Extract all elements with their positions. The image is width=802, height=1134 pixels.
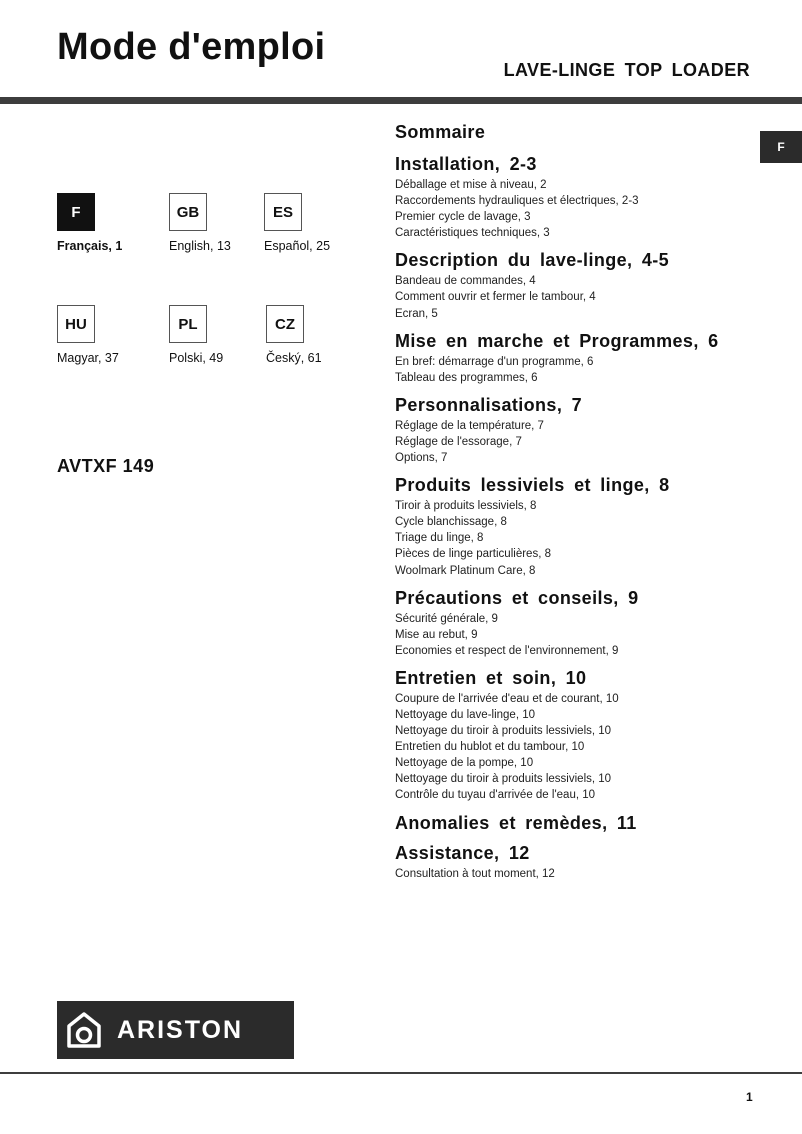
toc-item[interactable]: Raccordements hydrauliques et électriques, 2-3 bbox=[395, 195, 639, 208]
toc-item[interactable]: Coupure de l'arrivée d'eau et de courant, 10 bbox=[395, 692, 619, 705]
toc-section bbox=[395, 331, 775, 386]
footer-divider bbox=[0, 1072, 802, 1074]
toc-item[interactable]: Réglage de la température, 7 bbox=[395, 419, 544, 432]
toc-item[interactable]: Mise au rebut, 9 bbox=[395, 628, 478, 641]
toc-item[interactable]: Déballage et mise à niveau, 2 bbox=[395, 179, 547, 191]
toc-item[interactable]: Triage du linge, 8 bbox=[395, 532, 484, 545]
toc-section-title[interactable]: Entretien et soin, 10 bbox=[395, 667, 587, 688]
toc-item[interactable]: Economies et respect de l'environnement, 9 bbox=[395, 644, 619, 657]
toc-item[interactable]: Woolmark Platinum Care, 8 bbox=[395, 564, 536, 577]
header-divider bbox=[0, 97, 802, 104]
language-code-box: F bbox=[57, 193, 95, 231]
toc-item-list bbox=[395, 498, 775, 578]
toc-section-title[interactable]: Anomalies et remèdes, 11 bbox=[395, 812, 637, 833]
toc-section bbox=[395, 250, 775, 321]
language-label: Magyar, 37 bbox=[57, 351, 119, 365]
toc-item[interactable]: Ecran, 5 bbox=[395, 307, 438, 320]
toc-item-list bbox=[395, 177, 775, 241]
toc-item[interactable]: Réglage de l'essorage, 7 bbox=[395, 435, 522, 448]
language-spanish[interactable] bbox=[264, 193, 364, 253]
language-label: Français, 1 bbox=[57, 239, 123, 253]
toc-section-title[interactable]: Mise en marche et Programmes, 6 bbox=[395, 330, 719, 351]
language-label: Español, 25 bbox=[264, 239, 331, 253]
toc-item-list bbox=[395, 866, 775, 882]
toc-section-title[interactable]: Description du lave-linge, 4-5 bbox=[395, 250, 670, 271]
toc-item[interactable]: Cycle blanchissage, 8 bbox=[395, 516, 507, 529]
language-french[interactable] bbox=[57, 193, 157, 253]
language-side-tab: F bbox=[760, 131, 802, 163]
language-hungarian[interactable] bbox=[57, 305, 157, 365]
toc-section bbox=[395, 843, 775, 882]
ariston-house-icon bbox=[67, 1012, 101, 1048]
toc-item[interactable]: Options, 7 bbox=[395, 452, 448, 465]
language-label: Polski, 49 bbox=[169, 351, 224, 365]
toc-item[interactable]: Contrôle du tuyau d'arrivée de l'eau, 10 bbox=[395, 789, 596, 802]
toc-item-list bbox=[395, 611, 775, 659]
toc-sections bbox=[395, 154, 775, 882]
toc-item[interactable]: Tiroir à produits lessiviels, 8 bbox=[395, 500, 537, 513]
toc-heading: Sommaire bbox=[395, 122, 486, 142]
toc-section-title[interactable]: Précautions et conseils, 9 bbox=[395, 587, 639, 608]
toc-section bbox=[395, 475, 775, 578]
page-number: 1 bbox=[746, 1090, 753, 1104]
language-code-box: GB bbox=[169, 193, 207, 231]
toc-item-list bbox=[395, 691, 775, 804]
language-polish[interactable] bbox=[169, 305, 269, 365]
language-code-box: PL bbox=[169, 305, 207, 343]
toc-item[interactable]: Nettoyage du lave-linge, 10 bbox=[395, 708, 536, 721]
language-czech[interactable] bbox=[266, 305, 366, 365]
toc-item[interactable]: Tableau des programmes, 6 bbox=[395, 371, 538, 384]
toc-section-title[interactable]: Personnalisations, 7 bbox=[395, 394, 583, 415]
toc-item[interactable]: Consultation à tout moment, 12 bbox=[395, 867, 555, 880]
toc-section-title[interactable]: Produits lessiviels et linge, 8 bbox=[395, 475, 670, 496]
language-code-box: CZ bbox=[266, 305, 304, 343]
toc-item[interactable]: Pièces de linge particulières, 8 bbox=[395, 548, 551, 561]
toc-item[interactable]: Caractéristiques techniques, 3 bbox=[395, 227, 550, 240]
toc-item[interactable]: Nettoyage du tiroir à produits lessiviels, 10 bbox=[395, 773, 612, 786]
toc-section-title[interactable]: Assistance, 12 bbox=[395, 842, 530, 863]
product-type-subtitle: LAVE-LINGE TOP LOADER bbox=[503, 60, 750, 80]
language-code-box: HU bbox=[57, 305, 95, 343]
toc-item[interactable]: Bandeau de commandes, 4 bbox=[395, 275, 536, 288]
toc-item[interactable]: Premier cycle de lavage, 3 bbox=[395, 211, 531, 224]
ariston-logo bbox=[57, 1001, 294, 1059]
toc-item-list bbox=[395, 418, 775, 466]
toc-item-list bbox=[395, 354, 775, 386]
language-code-box: ES bbox=[264, 193, 302, 231]
toc-item[interactable]: Nettoyage du tiroir à produits lessiviels, 10 bbox=[395, 725, 612, 738]
page-title: Mode d'emploi bbox=[57, 26, 326, 68]
brand-name: ARISTON bbox=[117, 1015, 244, 1044]
toc-item[interactable]: Sécurité générale, 9 bbox=[395, 612, 498, 625]
language-label: Český, 61 bbox=[266, 351, 322, 365]
toc-section-title[interactable]: Installation, 2-3 bbox=[395, 154, 537, 174]
toc-section bbox=[395, 813, 775, 834]
toc-item[interactable]: Comment ouvrir et fermer le tambour, 4 bbox=[395, 291, 596, 304]
toc-item[interactable]: Nettoyage de la pompe, 10 bbox=[395, 757, 534, 770]
toc-item[interactable]: Entretien du hublot et du tambour, 10 bbox=[395, 741, 585, 754]
toc-section bbox=[395, 588, 775, 659]
toc-section bbox=[395, 154, 775, 241]
table-of-contents bbox=[395, 122, 775, 891]
toc-section bbox=[395, 668, 775, 804]
model-number: AVTXF 149 bbox=[57, 456, 155, 476]
toc-item[interactable]: En bref: démarrage d'un programme, 6 bbox=[395, 355, 594, 368]
language-label: English, 13 bbox=[169, 239, 231, 253]
toc-section bbox=[395, 395, 775, 466]
language-english[interactable] bbox=[169, 193, 269, 253]
toc-item-list bbox=[395, 273, 775, 321]
